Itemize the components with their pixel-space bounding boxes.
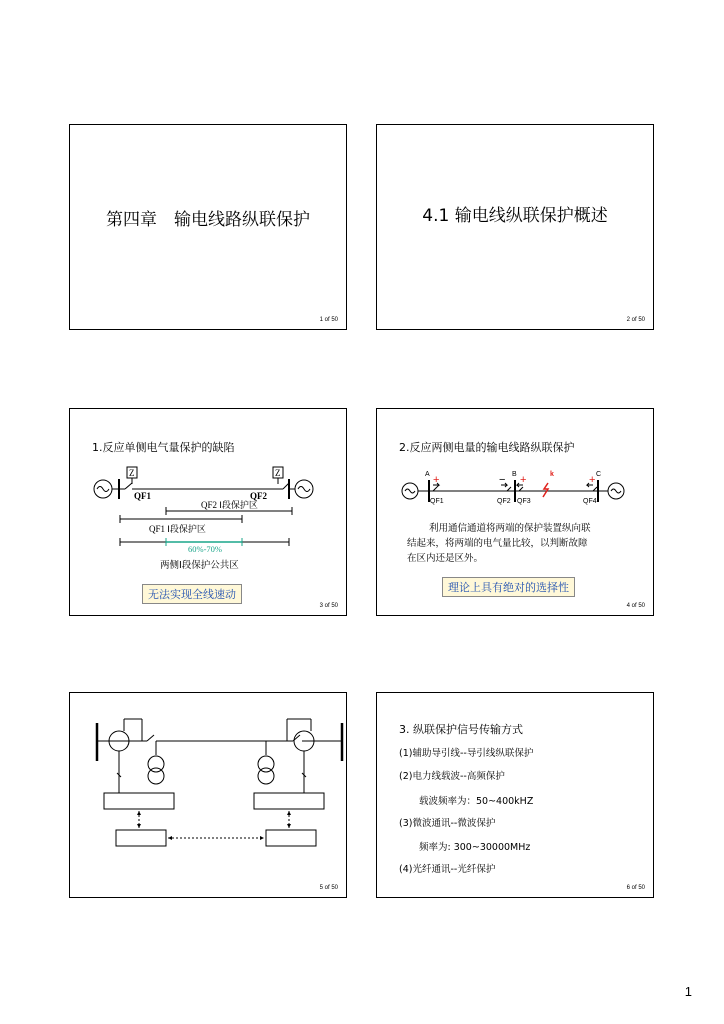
slide-5 (69, 692, 347, 898)
callout-box: 理论上具有绝对的选择性 (442, 577, 575, 597)
slide-number: 3 of 50 (319, 603, 338, 609)
pilot-protection-system-diagram (70, 693, 348, 899)
qf4-label: QF4 (583, 498, 597, 505)
slide-heading: 3. 纵联保护信号传输方式 (399, 723, 523, 736)
breaker-qf4 (593, 487, 597, 491)
slide-2 (376, 124, 654, 330)
bus-b-label: B (512, 471, 517, 478)
protection-relay-left (104, 793, 174, 809)
vt-right-icon (258, 756, 274, 772)
list-item: (3)微波通讯--微波保护 (399, 818, 496, 829)
plus-sign: + (433, 474, 440, 486)
slide-6 (376, 692, 654, 898)
plus-sign: + (589, 474, 596, 486)
breaker-qf3 (519, 487, 523, 491)
qf2-zone-label: QF2 Ⅰ段保护区 (201, 500, 258, 510)
fault-k-label: k (550, 471, 554, 478)
slide-number: 1 of 50 (319, 317, 338, 323)
list-item: 频率为: 300~30000MHz (419, 842, 531, 853)
slide-3 (69, 408, 347, 616)
list-item: (2)电力线载波--高频保护 (399, 771, 505, 782)
z-left-label: Z (129, 468, 135, 478)
list-item: (4)光纤通讯--光纤保护 (399, 864, 496, 875)
bus-a-label: A (425, 471, 430, 478)
plus-sign: + (520, 474, 527, 486)
slide-number: 6 of 50 (626, 885, 645, 891)
qf2-label: QF2 (250, 491, 267, 501)
fault-lightning-icon (543, 483, 548, 497)
channel-terminal-right (266, 830, 316, 846)
protection-relay-right (254, 793, 324, 809)
breaker-qf1 (125, 483, 132, 489)
slide-heading: 1.反应单侧电气量保护的缺陷 (92, 441, 235, 454)
slide-number: 4 of 50 (626, 603, 645, 609)
para-line: 结起来，将两端的电气量比较，以判断故障 (407, 538, 588, 549)
breaker-left (147, 735, 154, 741)
page-number: 1 (684, 984, 692, 999)
qf1-label: QF1 (134, 491, 151, 501)
slide-title: 第四章 输电线路纵联保护 (106, 210, 310, 230)
vt-left-icon (148, 756, 164, 772)
list-item: (1)辅助导引线--导引线纵联保护 (399, 748, 534, 759)
slide-4 (376, 408, 654, 616)
breaker-qf1 (433, 487, 437, 491)
qf1-zone-label: QF1 Ⅰ段保护区 (149, 524, 206, 534)
qf3-label: QF3 (517, 498, 531, 505)
bus-c-label: C (596, 471, 602, 478)
vt-right-icon (258, 768, 274, 784)
para-line: 在区内还是区外。 (407, 553, 484, 564)
slide-heading: 2.反应两侧电量的输电线路纵联保护 (399, 441, 575, 454)
common-zone-label: 两侧Ⅰ段保护公共区 (160, 560, 239, 571)
qf2-label: QF2 (497, 498, 511, 505)
breaker-qf2 (507, 487, 511, 491)
minus-sign: − (499, 474, 506, 486)
slide-number: 5 of 50 (319, 885, 338, 891)
callout-box: 无法实现全线速动 (142, 584, 242, 604)
z-right-label: Z (275, 468, 281, 478)
vt-left-icon (148, 768, 164, 784)
para-line: 利用通信通道将两端的保护装置纵向联 (429, 523, 591, 534)
slide-number: 2 of 50 (626, 317, 645, 323)
slide-1 (69, 124, 347, 330)
slide-title: 4.1 输电线纵联保护概述 (422, 206, 608, 226)
channel-terminal-left (116, 830, 166, 846)
qf1-label: QF1 (430, 498, 444, 505)
list-item: 载波频率为：50~400kHZ (419, 796, 534, 807)
percent-label: 60%-70% (188, 544, 222, 554)
